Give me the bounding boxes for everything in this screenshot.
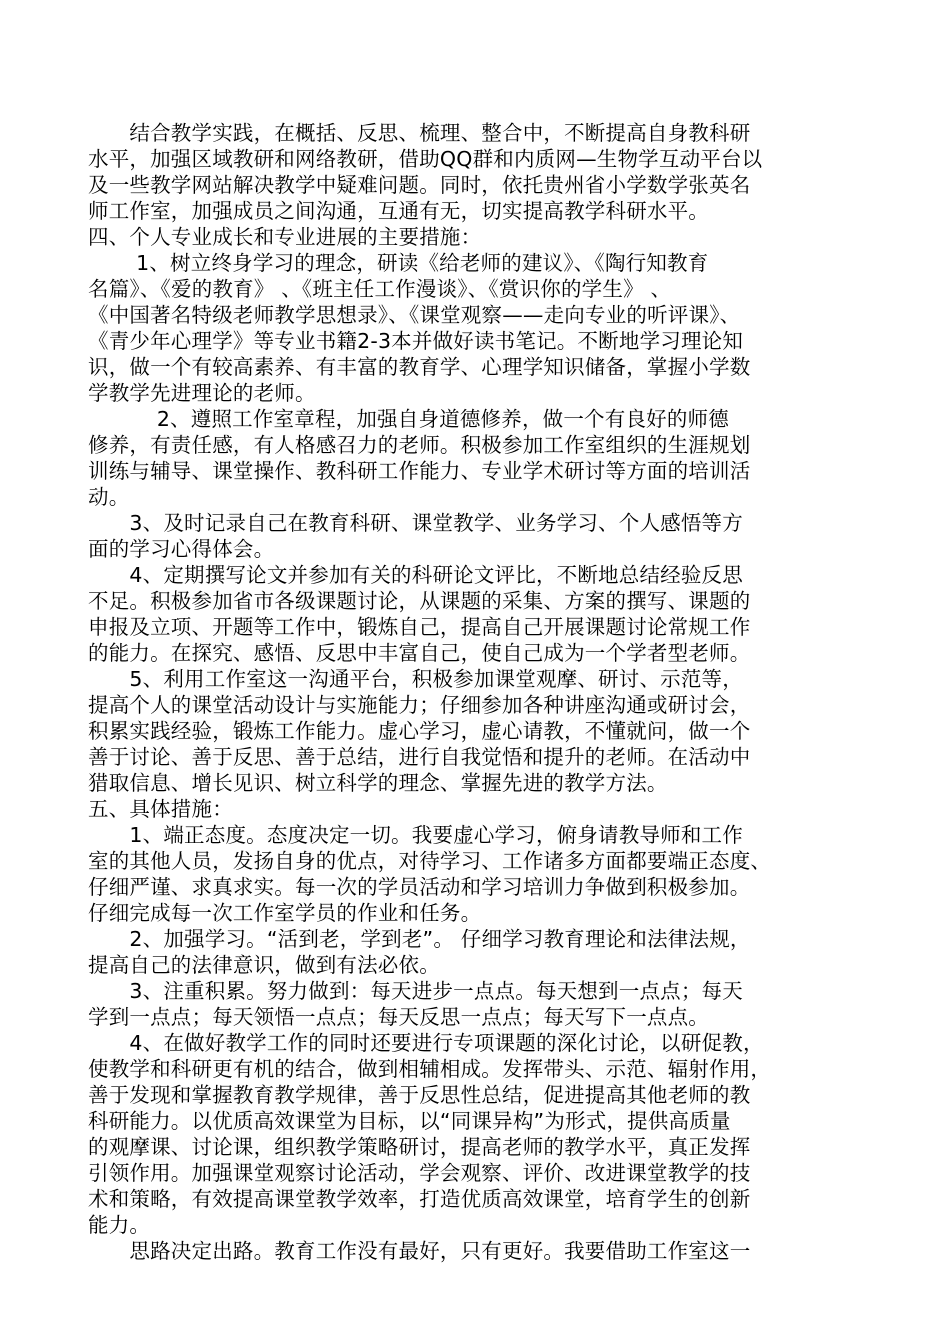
text-line: 动。 bbox=[88, 485, 130, 509]
text-line: 善于讨论、善于反思、善于总结，进行自我觉悟和提升的老师。在活动中 bbox=[88, 745, 751, 769]
text-line: 4、定期撰写论文并参加有关的科研论文评比，不断地总结经验反思 bbox=[88, 563, 743, 587]
text-line: 提高个人的课堂活动设计与实施能力；仔细参加各种讲座沟通或研讨会， bbox=[88, 693, 751, 717]
text-line: 《中国著名特级老师教学思想录》、《课堂观察——走向专业的听评课》、 bbox=[88, 303, 741, 327]
text-line: 学教学先进理论的老师。 bbox=[88, 381, 316, 405]
text-line: 师工作室，加强成员之间沟通，互通有无，切实提高教学科研水平。 bbox=[88, 199, 709, 223]
text-line: 科研能力。以优质高效课堂为目标，以“同课异构”为形式，提供高质量 bbox=[88, 1109, 731, 1133]
text-line: 5、利用工作室这一沟通平台，积极参加课堂观摩、研讨、示范等， bbox=[88, 667, 743, 691]
text-line: 使教学和科研更有机的结合，做到相辅相成。发挥带头、示范、辐射作用， bbox=[88, 1057, 772, 1081]
text-line: 1、端正态度。态度决定一切。我要虚心学习，俯身请教导师和工作 bbox=[88, 823, 743, 847]
document-body bbox=[88, 120, 868, 1290]
text-line: 猎取信息、增长见识、树立科学的理念、掌握先进的教学方法。 bbox=[88, 771, 668, 795]
text-line: 训练与辅导、课堂操作、教科研工作能力、专业学术研讨等方面的培训活 bbox=[88, 459, 751, 483]
text-line: 1、树立终身学习的理念，研读《给老师的建议》、《陶行知教育 bbox=[88, 251, 709, 275]
text-line: 名篇》、《爱的教育》 、《班主任工作漫谈》、《赏识你的学生》 、 bbox=[88, 277, 672, 301]
text-line: 提高自己的法律意识，做到有法必依。 bbox=[88, 953, 440, 977]
text-line: 修养，有责任感，有人格感召力的老师。积极参加工作室组织的生涯规划 bbox=[88, 433, 751, 457]
text-line: 术和策略，有效提高课堂教学效率，打造优质高效课堂，培育学生的创新 bbox=[88, 1187, 751, 1211]
text-line: 识，做一个有较高素养、有丰富的教育学、心理学知识储备，掌握小学数 bbox=[88, 355, 751, 379]
section-heading: 四、个人专业成长和专业进展的主要措施： bbox=[88, 225, 482, 249]
text-line: 3、及时记录自己在教育科研、课堂教学、业务学习、个人感悟等方 bbox=[88, 511, 743, 535]
text-line: 善于发现和掌握教育教学规律，善于反思性总结，促进提高其他老师的教 bbox=[88, 1083, 751, 1107]
text-line: 2、遵照工作室章程，加强自身道德修养，做一个有良好的师德 bbox=[88, 407, 729, 431]
text-line: 3、注重积累。努力做到：每天进步一点点。每天想到一点点；每天 bbox=[88, 979, 743, 1003]
text-line: 室的其他人员，发扬自身的优点，对待学习、工作诸多方面都要端正态度、 bbox=[88, 849, 772, 873]
text-line: 的能力。在探究、感悟、反思中丰富自己，使自己成为一个学者型老师。 bbox=[88, 641, 751, 665]
text-line: 积累实践经验，锻炼工作能力。虚心学习，虚心请教，不懂就问，做一个 bbox=[88, 719, 751, 743]
text-line: 能力。 bbox=[88, 1213, 151, 1237]
text-line: 面的学习心得体会。 bbox=[88, 537, 275, 561]
text-line bbox=[88, 1264, 868, 1290]
text-line: 结合教学实践，在概括、反思、梳理、整合中，不断提高自身教科研 bbox=[88, 121, 751, 145]
text-line: 的观摩课、讨论课，组织教学策略研讨，提高老师的教学水平，真正发挥 bbox=[88, 1135, 751, 1159]
text-line: 引领作用。加强课堂观察讨论活动，学会观察、评价、改进课堂教学的技 bbox=[88, 1161, 751, 1185]
text-line: 思路决定出路。教育工作没有最好，只有更好。我要借助工作室这一 bbox=[88, 1239, 751, 1263]
text-line: 及一些教学网站解决教学中疑难问题。同时，依托贵州省小学数学张英名 bbox=[88, 173, 751, 197]
text-line: 4、在做好教学工作的同时还要进行专项课题的深化讨论，以研促教， bbox=[88, 1031, 764, 1055]
text-line: 仔细严谨、求真求实。每一次的学员活动和学习培训力争做到积极参加。 bbox=[88, 875, 751, 899]
text-line: 水平，加强区域教研和网络教研，借助QQ群和内质网—生物学互动平台以 bbox=[88, 147, 763, 171]
text-line: 不足。积极参加省市各级课题讨论，从课题的采集、方案的撰写、课题的 bbox=[88, 589, 751, 613]
text-line: 仔细完成每一次工作室学员的作业和任务。 bbox=[88, 901, 482, 925]
text-line: 申报及立项、开题等工作中，锻炼自己，提高自己开展课题讨论常规工作 bbox=[88, 615, 751, 639]
text-line: 《青少年心理学》等专业书籍2-3本并做好读书笔记。不断地学习理论知 bbox=[88, 329, 744, 353]
text-line: 2、加强学习。“活到老，学到老”。 仔细学习教育理论和法律法规， bbox=[88, 927, 751, 951]
section-heading: 五、具体措施： bbox=[88, 797, 233, 821]
text-line: 学到一点点；每天领悟一点点；每天反思一点点；每天写下一点点。 bbox=[88, 1005, 709, 1029]
